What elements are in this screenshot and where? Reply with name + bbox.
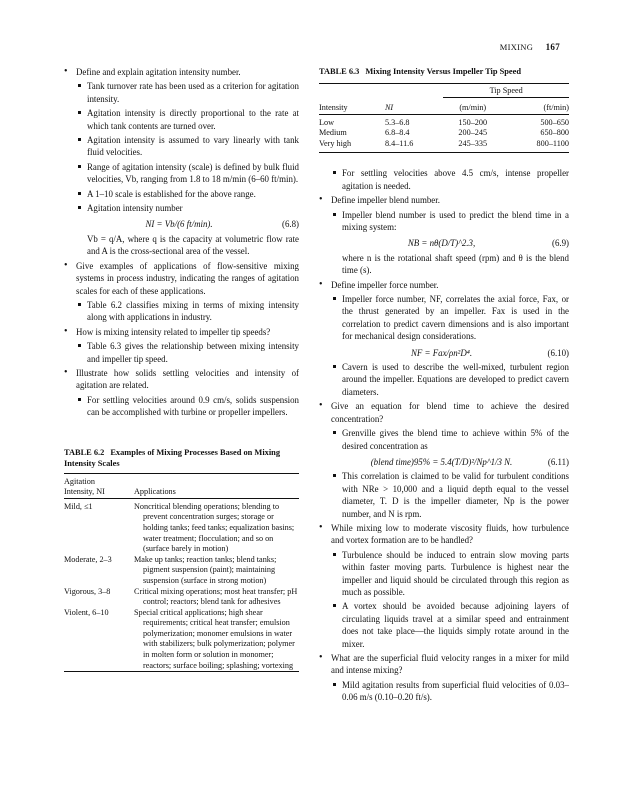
column-header: Applications — [134, 487, 176, 497]
table-body — [319, 83, 569, 153]
table-cell: Noncritical blending operations; blending to prevent concentration surges; storage or holding tanks; feed tanks; equalization basins; water treatment; flocculation; and so on (surface barely in motion) — [134, 501, 295, 554]
equation-6-8 — [64, 216, 299, 232]
right-column — [319, 66, 569, 706]
table-cell: Special critical applications; high shear requirements; critical heat transfer; emulsion polymerization; monomer emulsions in water with stabilizers; bulk polymerization; polymer in molten form or solution in monomer; reactors; surface boiling; splashing; vortexing — [134, 607, 295, 670]
table-title: Mixing Intensity Versus Impeller Tip Speed — [365, 67, 522, 76]
table-cell: 245–335 — [458, 138, 488, 148]
table-title: Examples of Mixing Processes Based on Mixing Intensity Scales — [64, 447, 281, 468]
equation-number: (6.10) — [547, 347, 569, 358]
running-header — [500, 42, 560, 52]
table-cell: 150–200 — [458, 117, 488, 127]
table-cell: Moderate, 2–3 — [64, 554, 112, 564]
column-header: (ft/min) — [502, 97, 569, 114]
table-cell: 800–1100 — [536, 138, 569, 148]
bullet-tip-speed: • How is mixing intensity related to impeller tip speeds? — [64, 326, 299, 338]
table-cell: Critical mixing operations; most heat transfer; pH control; reactors; blend tank for adhesives — [134, 586, 298, 607]
equation-text: NB = nθ(D/T)^2.3, — [407, 238, 476, 249]
sub-bullet: Cavern is used to describe the well-mixed, turbulent region around the impeller. Equations are developed to predict cavern diameters. — [319, 361, 569, 398]
table-6-3 — [319, 66, 569, 153]
column-header: Intensity, NI — [64, 487, 105, 497]
sub-bullet: This correlation is claimed to be valid for turbulent conditions with NRe > 10,000 and a liquid depth equal to the vessel diameter, T. D is the impeller diameter, Np is the power number, and N is rpm. — [319, 470, 569, 520]
bullet-blend-time: • Give an equation for blend time to achieve the desired concentration? — [319, 400, 569, 425]
equation-number: (6.8) — [281, 219, 299, 230]
table-row — [64, 555, 299, 587]
sub-bullet: Agitation intensity is directly proportional to the rate at which tank contents are turned over. — [64, 107, 299, 132]
page-number: 167 — [545, 42, 560, 52]
sub-bullet: Tank turnover rate has been used as a criterion for agitation intensity. — [64, 80, 299, 105]
table-row — [64, 608, 299, 672]
sub-bullet: Impeller force number, NF, correlates the axial force, Fax, or the thrust generated by an impeller. Fax is used in the correlation to predict cavern dimensions and is also important for mechanical design considerations. — [319, 293, 569, 343]
table-6-2 — [64, 447, 299, 673]
table-row — [319, 114, 569, 128]
bullet-settling: • Illustrate how solids settling velocities and intensity of agitation are related. — [64, 367, 299, 392]
column-header: Agitation — [64, 476, 95, 486]
table-caption — [64, 447, 299, 469]
sub-bullet: Turbulence should be induced to entrain slow moving parts within faster moving parts. Turbulence is highest near the impeller and liquid should be circulated through this region as much as possible. — [319, 549, 569, 599]
sub-bullet: A vortex should be avoided because adjoining layers of circulating liquids travel at a similar speed and entrainment does not take place—the liquids simply rotate around in the mixer. — [319, 600, 569, 650]
table-caption — [319, 66, 569, 77]
table-cell: Medium — [319, 128, 347, 138]
table-label: TABLE 6.3 — [319, 67, 360, 76]
table-cell: Violent, 6–10 — [64, 607, 109, 617]
sub-bullet: Agitation intensity number — [64, 202, 299, 214]
table-cell: 5.3–6.8 — [384, 117, 410, 127]
sub-bullet: Grenville gives the blend time to achieve within 5% of the desired concentration as — [319, 427, 569, 452]
group-header: Tip Speed — [489, 86, 523, 95]
bullet-force-number: • Define impeller force number. — [319, 279, 569, 291]
equation-text: NI = Vb/(6 ft/min). — [145, 219, 213, 230]
bullet-turbulence-vortex: • While mixing low to moderate viscosity fluids, how turbulence and vortex formation are to be handled? — [319, 522, 569, 547]
table-row — [319, 128, 569, 139]
sub-bullet: Table 6.2 classifies mixing in terms of mixing intensity along with applications in industry. — [64, 299, 299, 324]
sub-bullet: Range of agitation intensity (scale) is defined by bulk fluid velocities, Vb, ranging from 1.8 to 18 m/min (6–60 ft/min). — [64, 161, 299, 186]
equation-6-11 — [319, 454, 569, 470]
sub-bullet: Impeller blend number is used to predict the blend time in a mixing system: — [319, 209, 569, 234]
equation-explanation: Vb = q/A, where q is the capacity at volumetric flow rate and A is the cross-sectional area of the vessel. — [87, 233, 299, 257]
table-cell: 6.8–8.4 — [384, 128, 410, 138]
table-row — [319, 139, 569, 153]
table-body — [64, 473, 299, 673]
equation-6-10 — [319, 345, 569, 361]
section-title: MIXING — [499, 42, 534, 52]
bullet-agitation-intensity: • Define and explain agitation intensity number. — [64, 66, 299, 78]
equation-number: (6.11) — [547, 456, 569, 467]
sub-bullet: A 1–10 scale is established for the above range. — [64, 188, 299, 200]
table-row — [64, 498, 299, 554]
table-cell: Mild, ≤1 — [64, 501, 93, 511]
sub-bullet: Agitation intensity is assumed to vary linearly with tank fluid velocities. — [64, 134, 299, 159]
column-header: NI — [384, 103, 394, 112]
left-column — [64, 66, 299, 672]
bullet-blend-number: • Define impeller blend number. — [319, 194, 569, 206]
table-cell: 8.4–11.6 — [384, 138, 414, 148]
table-cell: Very high — [319, 138, 352, 148]
table-cell: 500–650 — [540, 117, 569, 127]
sub-bullet: Table 6.3 gives the relationship between mixing intensity and impeller tip speed. — [64, 340, 299, 365]
column-header: Intensity — [319, 103, 348, 112]
equation-text: NF = Fax/ρn²D⁴. — [410, 347, 473, 358]
table-cell: Make up tanks; reaction tanks; blend tanks; pigment suspension (paint); maintaining suspension (surface in strong motion) — [134, 554, 277, 585]
sub-bullet: Mild agitation results from superficial fluid velocities of 0.03–0.06 m/s (0.10–0.20 ft/s). — [319, 679, 569, 704]
column-header: (m/min) — [443, 97, 502, 114]
equation-explanation: where n is the rotational shaft speed (rpm) and θ is the blend time (s). — [342, 252, 569, 276]
equation-6-9 — [319, 235, 569, 251]
table-cell: Low — [319, 117, 335, 127]
table-cell: 650–800 — [540, 128, 569, 138]
sub-bullet: For settling velocities around 0.9 cm/s, solids suspension can be accomplished with turbine or propeller impellers. — [64, 394, 299, 419]
equation-text: (blend time)95% = 5.4(T/D)²/Np^1/3 N. — [370, 456, 513, 467]
table-label: TABLE 6.2 — [64, 447, 105, 457]
table-cell: Vigorous, 3–8 — [64, 586, 111, 596]
table-row — [64, 587, 299, 608]
bullet-flow-sensitive: • Give examples of applications of flow-sensitive mixing systems in process industry, indicating the ranges of agitation scales for each of these applications. — [64, 260, 299, 297]
bullet-superficial-velocity: • What are the superficial fluid velocity ranges in a mixer for mild and intense mixing? — [319, 652, 569, 677]
sub-bullet: For settling velocities above 4.5 cm/s, intense propeller agitation is needed. — [319, 167, 569, 192]
equation-number: (6.9) — [551, 238, 569, 249]
table-cell: 200–245 — [458, 128, 488, 138]
